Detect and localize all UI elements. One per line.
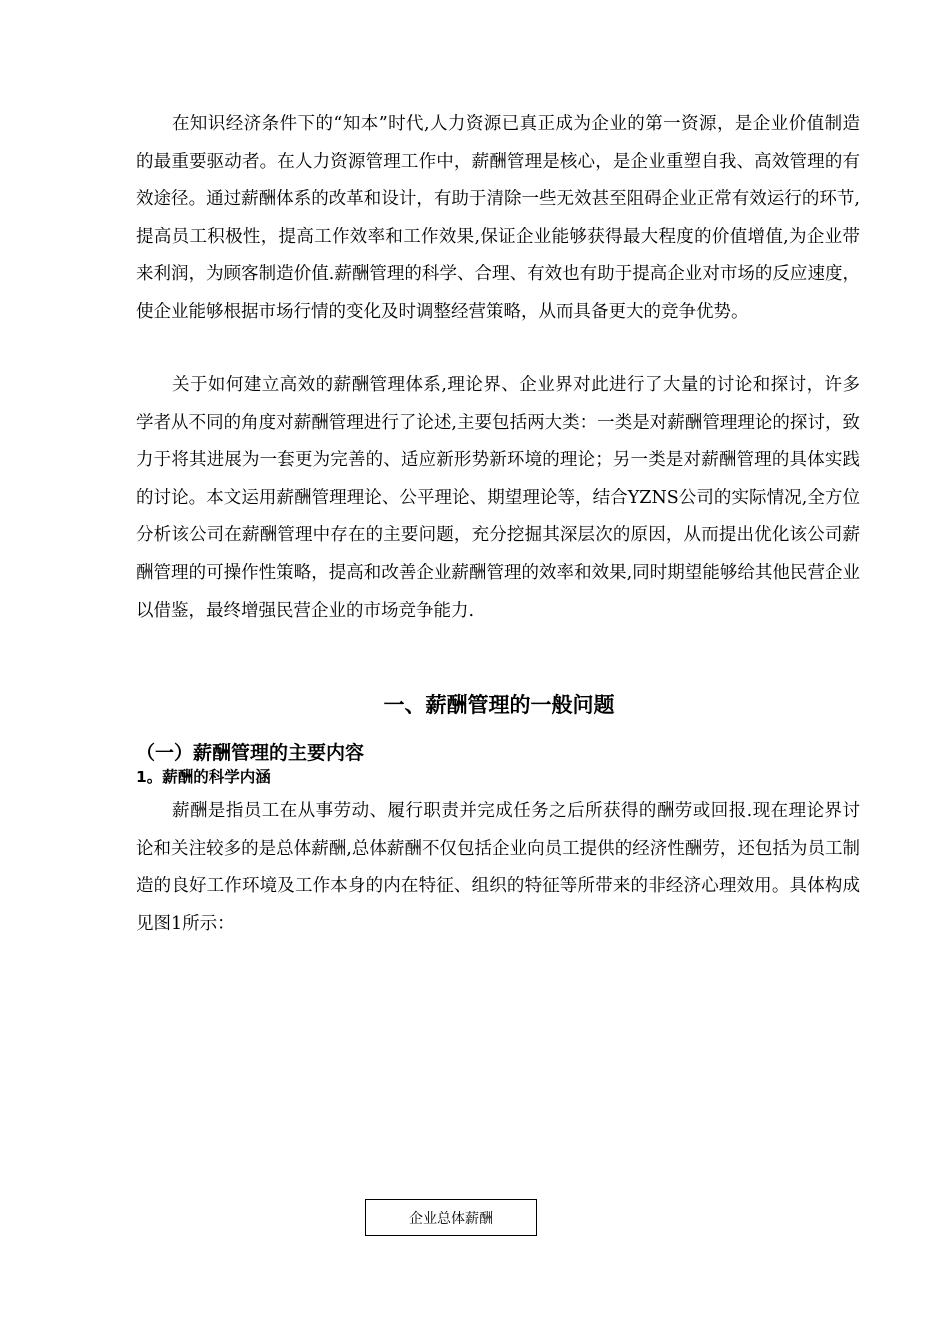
subsection-heading: （一）薪酬管理的主要内容 bbox=[136, 742, 365, 764]
figure-top-box-label: 企业总体薪酬 bbox=[409, 1210, 493, 1227]
intro-paragraph-1: 在知识经济条件下的“知本”时代,人力资源已真正成为企业的第一资源，是企业价值制造的最重要驱动者。在人力资源管理工作中，薪酬管理是核心，是企业重塑自我、高效管理的有效途径。通过薪酬体系的改革和设计，有助于清除一些无效甚至阻碍企业正常有效运行的环节,提高员工积极性，提高工作效率和工作效果,保证企业能够获得最大程度的价值增值,为企业带来利润，为顾客制造价值.薪酬管理的科学、合理、有效也有助于提高企业对市场的反应速度，使企业能够根据市场行情的变化及时调整经营策略，从而具备更大的竞争优势。 bbox=[136, 114, 860, 322]
figure-top-box bbox=[365, 1199, 537, 1236]
item-heading: 1。薪酬的科学内涵 bbox=[136, 768, 271, 786]
section-heading: 一、薪酬管理的一般问题 bbox=[383, 693, 615, 717]
intro-paragraph-2: 关于如何建立高效的薪酬管理体系,理论界、企业界对此进行了大量的讨论和探讨，许多学者从不同的角度对薪酬管理进行了论述,主要包括两大类：一类是对薪酬管理理论的探讨，致力于将其进展为一套更为完善的、适应新形势新环境的理论；另一类是对薪酬管理的具体实践的讨论。本文运用薪酬管理理论、公平理论、期望理论等，结合YZNS公司的实际情况,全方位分析该公司在薪酬管理中存在的主要问题，充分挖掘其深层次的原因，从而提出优化该公司薪酬管理的可操作性策略，提高和改善企业薪酬管理的效率和效果,同时期望能够给其他民营企业以借鉴，最终增强民营企业的市场竞争能力. bbox=[136, 375, 860, 621]
definition-paragraph: 薪酬是指员工在从事劳动、履行职责并完成任务之后所获得的酬劳或回报.现在理论界讨论和关注较多的是总体薪酬,总体薪酬不仅包括企业向员工提供的经济性酬劳，还包括为员工制造的良好工作环境及工作本身的内在特征、组织的特征等所带来的非经济心理效用。具体构成见图1所示： bbox=[136, 801, 860, 934]
